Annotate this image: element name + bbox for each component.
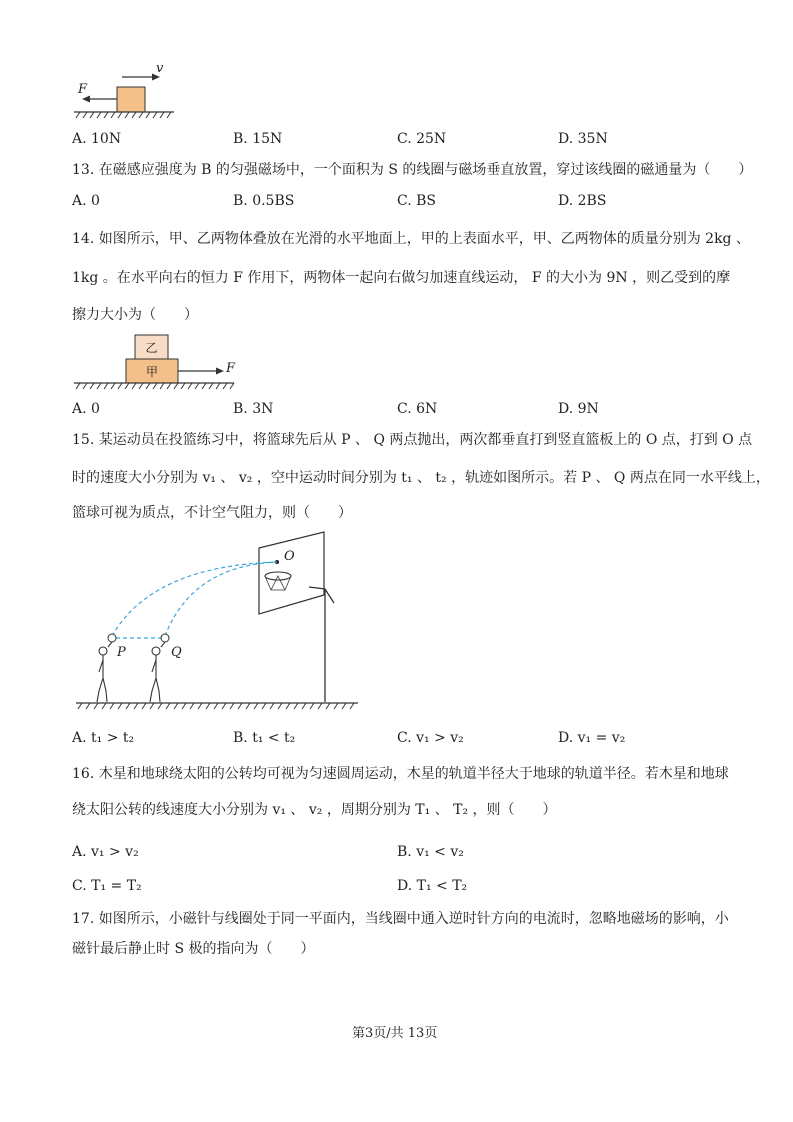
q15-ground-hatch xyxy=(78,703,354,709)
q14-stem-line1: 14. 如图所示，甲、乙两物体叠放在光滑的水平地面上，甲的上表面水平，甲、乙两物体的质量分别为 2kg 、 xyxy=(72,231,750,247)
q14-option-d: D. 9N xyxy=(558,401,599,417)
q13-option-a: A. 0 xyxy=(72,193,100,209)
q14-option-c: C. 6N xyxy=(397,401,438,417)
q15-label-p: P xyxy=(117,645,126,660)
q15-option-b: B. t₁ < t₂ xyxy=(233,730,296,746)
q16-option-d: D. T₁ < T₂ xyxy=(397,878,468,894)
q17-stem-line2: 磁针最后静止时 S 极的指向为（ ） xyxy=(72,941,315,957)
q12-option-c: C. 25N xyxy=(397,131,447,147)
q15-stem-line2: 时的速度大小分别为 v₁ 、 v₂ ，空中运动时间分别为 t₁ 、 t₂ ，轨迹如图所示。若 P 、 Q 两点在同一水平线上， xyxy=(72,470,770,486)
q12-option-d: D. 35N xyxy=(558,131,608,147)
q14-stem-line2: 1kg 。在水平向右的恒力 F 作用下，两物体一起向右做匀加速直线运动， F 的大小为 9N ，则乙受到的摩 xyxy=(72,270,731,286)
q15-option-c: C. v₁ > v₂ xyxy=(397,730,464,746)
q16-stem-line1: 16. 木星和地球绕太阳的公转均可视为匀速圆周运动，木星的轨道半径大于地球的轨道半径。若木星和地球 xyxy=(72,766,729,782)
q17-stem-line1: 17. 如图所示，小磁针与线圈处于同一平面内，当线圈中通入逆时针方向的电流时，忽略地磁场的影响，小 xyxy=(72,911,729,927)
q16-option-a: A. v₁ > v₂ xyxy=(72,844,139,860)
q12-block xyxy=(117,87,145,112)
q12-figure xyxy=(70,60,180,120)
q15-pole xyxy=(309,587,334,702)
q14-option-b: B. 3N xyxy=(233,401,274,417)
q12-ground-hatch xyxy=(76,112,171,118)
q12-option-b: B. 15N xyxy=(233,131,283,147)
q12-velocity-label: v xyxy=(156,61,164,76)
q15-option-d: D. v₁ = v₂ xyxy=(558,730,626,746)
q15-stem-line3: 篮球可视为质点，不计空气阻力，则（ ） xyxy=(72,505,352,521)
q14-ground-hatch xyxy=(76,383,234,389)
q14-stem-line3: 擦力大小为（ ） xyxy=(72,307,198,323)
q14-block-yi-label: 乙 xyxy=(145,341,158,355)
q13-option-d: D. 2BS xyxy=(558,193,607,209)
q16-option-c: C. T₁ = T₂ xyxy=(72,878,142,894)
q15-figure xyxy=(72,526,362,716)
q15-option-a: A. t₁ > t₂ xyxy=(72,730,135,746)
q14-figure xyxy=(72,330,242,392)
q14-option-a: A. 0 xyxy=(72,401,100,417)
q15-player-p xyxy=(97,642,112,702)
q16-option-b: B. v₁ < v₂ xyxy=(397,844,464,860)
q15-ball-q xyxy=(161,634,169,642)
q14-force-arrowhead xyxy=(216,368,224,375)
q15-label-q: Q xyxy=(171,645,182,660)
q16-stem-line2: 绕太阳公转的线速度大小分别为 v₁ 、 v₂ ，周期分别为 T₁ 、 T₂ ，则（ ） xyxy=(72,802,557,818)
q13-option-b: B. 0.5BS xyxy=(233,193,295,209)
q12-option-a: A. 10N xyxy=(72,131,122,147)
page-number: 第3页/共 13页 xyxy=(352,1026,438,1041)
q14-block-jia-label: 甲 xyxy=(145,365,159,379)
q15-trajectory-p xyxy=(112,562,277,636)
q15-ball-p xyxy=(108,634,116,642)
q15-label-o: O xyxy=(284,549,295,564)
q15-stem-line1: 15. 某运动员在投篮练习中，将篮球先后从 P 、 Q 两点抛出，两次都垂直打到竖直篮板上的 O 点，打到 O 点 xyxy=(72,432,753,448)
q13-option-c: C. BS xyxy=(397,193,436,209)
q12-force-label: F xyxy=(78,82,88,97)
q14-force-label: F xyxy=(226,361,236,376)
q15-player-q xyxy=(150,642,165,702)
q13-stem: 13. 在磁感应强度为 B 的匀强磁场中，一个面积为 S 的线圈与磁场垂直放置，穿过该线圈的磁通量为（ ） xyxy=(72,162,753,178)
